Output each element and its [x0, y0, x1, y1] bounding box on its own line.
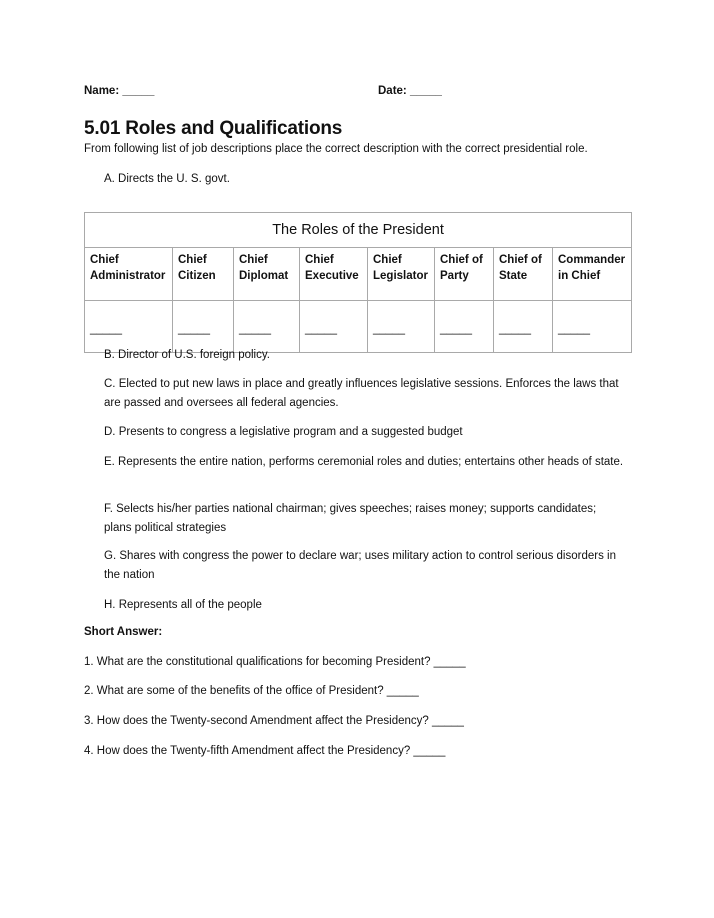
- roles-table: [84, 212, 632, 353]
- answer-blank[interactable]: _____: [435, 301, 494, 353]
- table-caption: The Roles of the President: [85, 213, 632, 248]
- column-header-chief-of-state: Chief of State: [494, 248, 553, 301]
- column-header-chief-citizen: Chief Citizen: [173, 248, 234, 301]
- short-answer-heading: Short Answer:: [84, 626, 163, 638]
- description-item-b: B. Director of U.S. foreign policy.: [104, 349, 270, 361]
- question-1[interactable]: 1. What are the constitutional qualifications for becoming President? _____: [84, 656, 466, 668]
- description-item-d: D. Presents to congress a legislative program and a suggested budget: [104, 426, 463, 438]
- answer-blank[interactable]: _____: [173, 301, 234, 353]
- question-4[interactable]: 4. How does the Twenty-fifth Amendment affect the Presidency? _____: [84, 745, 446, 757]
- page-title: 5.01 Roles and Qualifications: [84, 118, 343, 139]
- answer-blank[interactable]: _____: [300, 301, 368, 353]
- date-field[interactable]: [378, 85, 442, 97]
- description-item-e: E. Represents the entire nation, performs ceremonial roles and duties; entertains other heads of state.: [104, 456, 624, 468]
- name-label: Name:: [84, 85, 120, 97]
- answer-blank[interactable]: _____: [234, 301, 300, 353]
- column-header-chief-administrator: Chief Administrator: [85, 248, 173, 301]
- column-header-chief-diplomat: Chief Diplomat: [234, 248, 300, 301]
- answer-blank[interactable]: _____: [368, 301, 435, 353]
- description-item-g: G. Shares with congress the power to declare war; uses military action to control serious disorders in the nation: [104, 550, 616, 581]
- description-item-f: F. Selects his/her parties national chairman; gives speeches; raises money; supports candidates; plans political strategies: [104, 503, 597, 534]
- question-2[interactable]: 2. What are some of the benefits of the office of President? _____: [84, 685, 419, 697]
- answer-blank[interactable]: _____: [494, 301, 553, 353]
- date-label: Date:: [378, 85, 407, 97]
- question-3[interactable]: 3. How does the Twenty-second Amendment affect the Presidency? _____: [84, 715, 464, 727]
- column-header-chief-executive: Chief Executive: [300, 248, 368, 301]
- column-header-chief-of-party: Chief of Party: [435, 248, 494, 301]
- column-header-commander-in-chief: Commander in Chief: [553, 248, 632, 301]
- description-item-a: A. Directs the U. S. govt.: [104, 173, 230, 185]
- name-field[interactable]: [84, 85, 154, 97]
- description-item-c: C. Elected to put new laws in place and greatly influences legislative sessions. Enforces the laws that are passed and oversees all federal agencies.: [104, 378, 619, 409]
- instructions-text: From following list of job descriptions place the correct description with the correct presidential role.: [84, 143, 588, 155]
- answer-blank[interactable]: _____: [85, 301, 173, 353]
- column-header-chief-legislator: Chief Legislator: [368, 248, 435, 301]
- description-item-h: H. Represents all of the people: [104, 599, 262, 611]
- date-blank[interactable]: _____: [409, 85, 442, 97]
- answer-blank[interactable]: _____: [553, 301, 632, 353]
- name-blank[interactable]: _____: [122, 85, 155, 97]
